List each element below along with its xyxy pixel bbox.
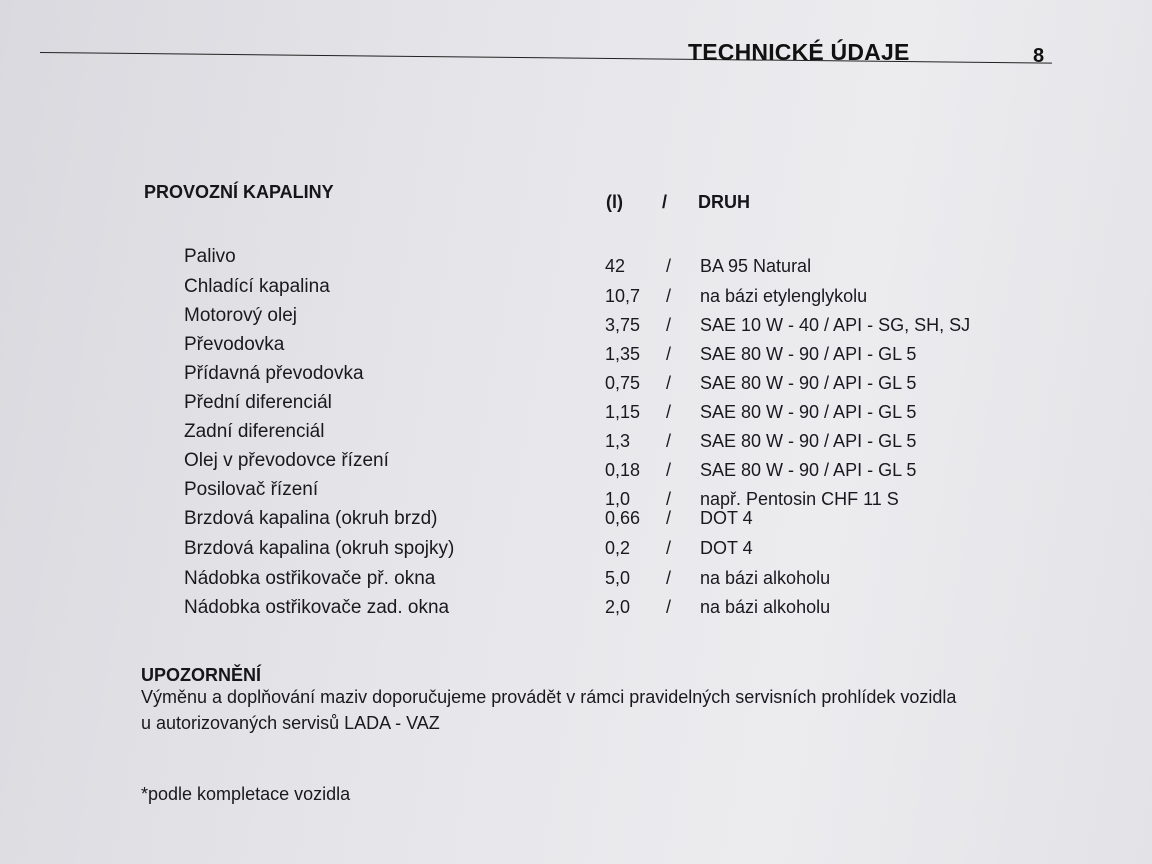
fluid-name: Přední diferenciál	[184, 392, 332, 413]
page-number: 8	[1033, 45, 1045, 67]
fluid-quantity: 0,2	[605, 538, 631, 558]
fluid-name: Palivo	[184, 246, 236, 267]
fluid-name: Zadní diferenciál	[184, 421, 325, 442]
fluid-kind: SAE 80 W - 90 / API - GL 5	[700, 402, 917, 422]
fluid-name: Chladící kapalina	[184, 276, 330, 297]
fluid-separator: /	[666, 256, 672, 276]
fluid-separator: /	[666, 538, 672, 558]
fluid-quantity: 1,35	[605, 344, 641, 364]
fluid-separator: /	[666, 344, 672, 364]
notice-heading: UPOZORNĚNÍ	[141, 665, 262, 685]
fluid-quantity: 0,66	[605, 508, 641, 528]
fluid-kind: na bázi alkoholu	[700, 568, 831, 588]
fluid-separator: /	[666, 568, 672, 588]
fluid-kind: DOT 4	[700, 508, 753, 528]
column-header-unit: (l)	[606, 192, 623, 212]
table-row	[0, 392, 1100, 420]
fluid-separator: /	[666, 402, 672, 422]
fluid-kind: např. Pentosin CHF 11 S	[700, 489, 899, 509]
fluid-separator: /	[666, 431, 672, 451]
section-heading-fluids: PROVOZNÍ KAPALINY	[144, 182, 334, 202]
table-row	[0, 363, 1100, 391]
fluid-quantity: 42	[605, 256, 626, 276]
fluid-quantity: 1,15	[605, 402, 641, 422]
fluid-quantity: 2,0	[605, 597, 631, 617]
table-row	[0, 568, 1100, 596]
column-header-separator: /	[662, 192, 668, 212]
table-row	[0, 597, 1100, 625]
fluid-name: Nádobka ostřikovače zad. okna	[184, 597, 450, 618]
table-row	[0, 276, 1100, 304]
fluid-quantity: 3,75	[605, 315, 641, 335]
fluid-separator: /	[666, 373, 672, 393]
fluid-quantity: 1,3	[605, 431, 631, 451]
fluid-kind: SAE 80 W - 90 / API - GL 5	[700, 373, 917, 393]
fluid-separator: /	[666, 597, 672, 617]
fluid-kind: SAE 80 W - 90 / API - GL 5	[700, 460, 917, 480]
fluid-name: Posilovač řízení	[184, 479, 319, 500]
table-row	[0, 305, 1100, 333]
page-title: TECHNICKÉ ÚDAJE	[688, 39, 910, 65]
fluid-separator: /	[666, 315, 672, 335]
fluid-kind: SAE 10 W - 40 / API - SG, SH, SJ	[700, 315, 971, 335]
table-row	[0, 246, 1100, 274]
table-row	[0, 421, 1100, 449]
fluid-kind: na bázi alkoholu	[700, 597, 831, 617]
table-row	[0, 334, 1100, 362]
table-row	[0, 538, 1100, 566]
notice-text-line-1: Výměnu a doplňování maziv doporučujeme provádět v rámci pravidelných servisních prohlídek vozidla	[141, 687, 957, 707]
fluid-name: Brzdová kapalina (okruh brzd)	[184, 508, 438, 529]
fluid-quantity: 0,75	[605, 373, 641, 393]
fluid-name: Motorový olej	[184, 305, 297, 326]
fluid-kind: BA 95 Natural	[700, 256, 812, 276]
fluid-quantity: 5,0	[605, 568, 631, 588]
table-row	[0, 508, 1100, 536]
fluid-name: Brzdová kapalina (okruh spojky)	[184, 538, 455, 559]
fluid-name: Převodovka	[184, 334, 285, 355]
fluid-quantity: 1,0	[605, 489, 631, 509]
fluid-name: Přídavná převodovka	[184, 363, 364, 384]
fluid-kind: SAE 80 W - 90 / API - GL 5	[700, 431, 917, 451]
fluid-quantity: 0,18	[605, 460, 641, 480]
fluid-name: Olej v převodovce řízení	[184, 450, 389, 471]
fluid-kind: DOT 4	[700, 538, 753, 558]
notice-text-line-2: u autorizovaných servisů LADA - VAZ	[141, 713, 440, 733]
table-row	[0, 479, 1100, 507]
fluid-name: Nádobka ostřikovače př. okna	[184, 568, 436, 589]
table-row	[0, 450, 1100, 478]
footnote: *podle kompletace vozidla	[141, 784, 351, 804]
fluid-separator: /	[666, 508, 672, 528]
fluid-quantity: 10,7	[605, 286, 641, 306]
fluid-separator: /	[666, 489, 672, 509]
fluid-separator: /	[666, 460, 672, 480]
fluid-kind: SAE 80 W - 90 / API - GL 5	[700, 344, 917, 364]
fluid-separator: /	[666, 286, 672, 306]
fluid-kind: na bázi etylenglykolu	[700, 286, 868, 306]
column-header-kind: DRUH	[698, 192, 750, 212]
